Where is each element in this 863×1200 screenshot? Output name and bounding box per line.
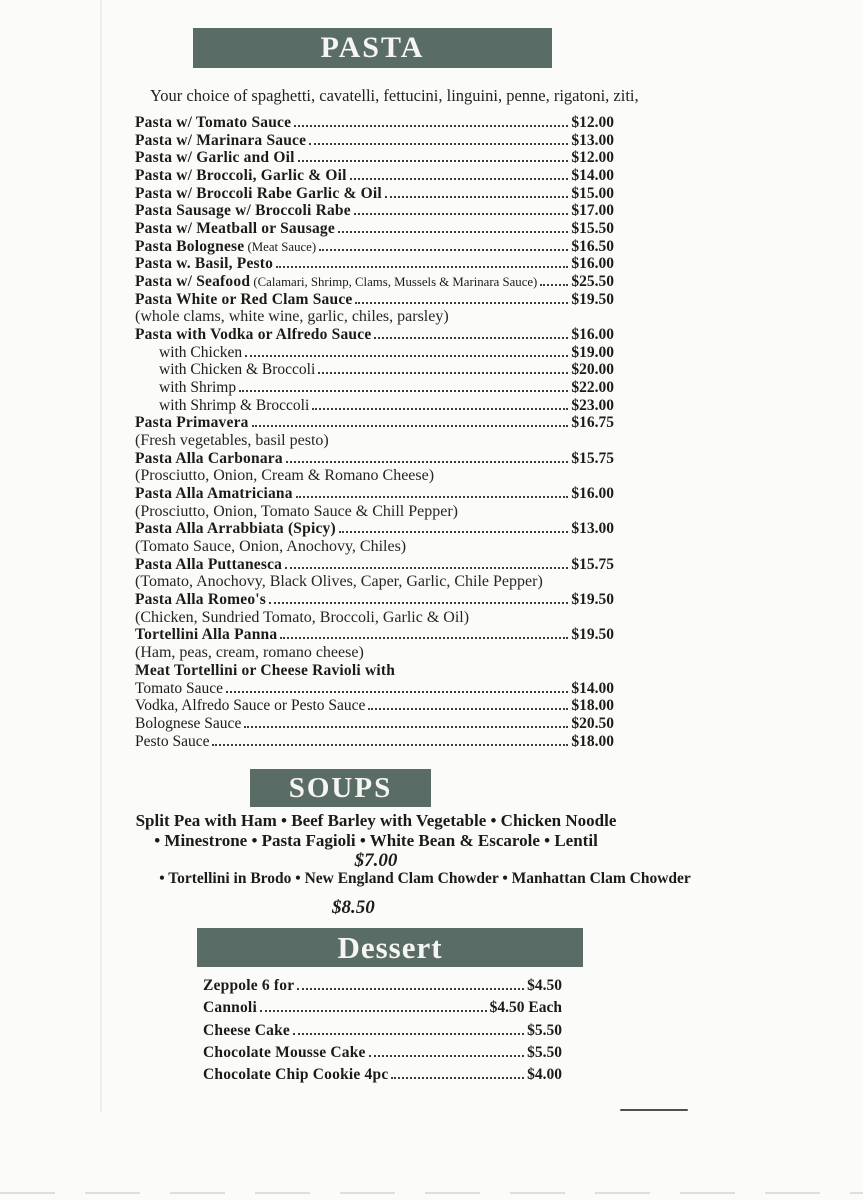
pasta-item-row [135,662,614,680]
pasta-item-row [135,291,614,309]
dotted-leader [297,988,524,990]
dotted-leader [318,372,568,374]
pasta-item-row [135,379,614,397]
pasta-item-name: Pasta Alla Amatriciana [135,485,293,503]
pasta-item-name: Bolognese Sauce [135,714,242,732]
pasta-item-name: with Shrimp & Broccoli [159,396,310,414]
dotted-leader [285,567,568,569]
soup-varieties-line-1: Split Pea with Ham • Beef Barley with Vegetable • Chicken Noodle [135,811,617,830]
dessert-item-name: Cannoli [203,999,257,1017]
pasta-item-price: $18.00 [571,697,614,715]
dessert-item-price: $4.50 Each [489,999,562,1017]
pasta-item-name: with Chicken [159,343,243,361]
pasta-item-name: Pasta Alla Arrabbiata (Spicy) [135,520,336,538]
pasta-item-row [135,414,614,432]
pasta-item-name: Pasta Alla Puttanesca [135,555,283,573]
pasta-item-price: $17.00 [571,202,614,220]
pasta-item-price: $13.00 [571,520,614,538]
dotted-leader [212,744,568,746]
pasta-item-name: Pasta w/ Tomato Sauce [135,114,292,131]
pasta-section-header: PASTA [193,28,552,68]
dotted-leader [540,284,568,286]
pasta-item-price: $16.50 [571,237,614,255]
dessert-item-name: Zeppole 6 for [203,977,295,994]
pasta-item-price: $19.50 [571,290,614,308]
dotted-leader [226,691,568,693]
pasta-item-price: $12.00 [571,149,614,167]
dotted-leader [355,302,568,304]
pasta-item-price: $20.50 [571,714,614,732]
pasta-item-name: Pasta w/ Broccoli Rabe Garlic & Oil [135,184,382,202]
soup-varieties-line-2: • Minestrone • Pasta Fagioli • White Bean & Escarole • Lentil [154,831,598,850]
pasta-item-price: $15.75 [571,555,614,573]
pasta-item-name: Meat Tortellini or Cheese Ravioli with [135,661,396,679]
pasta-item-name: Vodka, Alfredo Sauce or Pesto Sauce [135,697,366,715]
pasta-item-price: $25.50 [571,273,614,291]
pasta-item-row [135,697,614,715]
dotted-leader [252,425,569,427]
pasta-item-name: with Chicken & Broccoli [159,361,316,379]
pasta-item-row [135,680,614,698]
pasta-item-price: $16.00 [571,326,614,344]
dessert-item-row [203,1066,562,1088]
pasta-item-name: Pasta w/ Meatball or Sausage [135,220,335,238]
dotted-leader [312,408,568,410]
pasta-item-row [135,326,614,344]
pasta-item-row [135,167,614,185]
soup-varieties-line-3: • Tortellini in Brodo • New England Clam Chowder • Manhattan Clam Chowder [159,870,691,887]
pasta-item-price: $19.00 [571,343,614,361]
dotted-leader [276,266,568,268]
pasta-item-row [135,485,614,503]
pasta-item-price: $19.50 [571,626,614,644]
pasta-item-row [135,626,614,644]
pasta-item-price: $15.50 [571,220,614,238]
pasta-item-price: $12.00 [571,114,614,131]
dotted-leader [260,1010,487,1012]
pasta-item-row [135,467,614,485]
dotted-leader [269,602,568,604]
pasta-item-price: $15.75 [571,449,614,467]
pasta-item-price: $18.00 [571,732,614,750]
pasta-item-row [135,733,614,751]
dotted-leader [350,178,569,180]
dessert-item-row [203,999,562,1021]
dotted-leader [385,196,568,198]
pasta-item-name: Tomato Sauce [135,679,224,697]
dessert-item-price: $5.50 [527,1021,562,1039]
pasta-item-row [135,556,614,574]
pasta-item-name: Pasta w. Basil, Pesto [135,255,274,273]
pasta-item-row [135,432,614,450]
pasta-item-name: Pasta White or Red Clam Sauce [135,290,353,308]
dessert-item-row [203,1022,562,1044]
dessert-item-name: Chocolate Mousse Cake [203,1043,366,1061]
pasta-item-row [135,255,614,273]
pasta-item-row [135,591,614,609]
pasta-intro-text: Your choice of spaghetti, cavatelli, fettucini, linguini, penne, rigatoni, ziti, [150,86,639,105]
pasta-item-row [135,503,614,521]
pasta-item-name: Pasta Alla Romeo's [135,591,267,609]
pasta-item-price: $19.50 [571,591,614,609]
dessert-section-header: Dessert [197,928,583,967]
pasta-item-row [135,573,614,591]
dessert-item-row [203,977,562,999]
pasta-item-price: $23.00 [571,396,614,414]
dotted-leader [296,496,569,498]
dessert-item-name: Cheese Cake [203,1021,291,1039]
pasta-item-row [135,132,614,150]
pasta-item-row [135,397,614,415]
pasta-item-price: $14.00 [571,679,614,697]
pasta-item-name: Tortellini Alla Panna [135,626,278,644]
dessert-item-price: $5.50 [527,1043,562,1061]
page-fold-line [100,0,102,1112]
pasta-item-name: Pasta Primavera [135,414,249,432]
pasta-item-price: $20.00 [571,361,614,379]
dotted-leader [354,213,569,215]
pasta-item-name: (Prosciutto, Onion, Tomato Sauce & Chill Pepper) [135,502,458,520]
dotted-leader [319,249,568,251]
pasta-item-note: (Calamari, Shrimp, Clams, Mussels & Marinara Sauce) [250,275,538,290]
dessert-item-name: Chocolate Chip Cookie 4pc [203,1066,389,1084]
dotted-leader [244,726,568,728]
pasta-item-row [135,238,614,256]
pasta-item-row [135,149,614,167]
pasta-item-row [135,273,614,291]
dotted-leader [298,160,569,162]
dotted-leader [339,531,569,533]
dotted-leader [374,337,568,339]
pasta-item-price: $14.00 [571,167,614,185]
pasta-item-name: (Tomato Sauce, Onion, Anochovy, Chiles) [135,538,407,556]
dotted-leader [294,125,568,127]
dotted-leader [245,355,568,357]
dessert-item-list [203,977,562,1088]
dotted-leader [280,637,568,639]
dotted-leader [369,1055,524,1057]
dessert-item-row [203,1044,562,1066]
soups-section-header: SOUPS [250,769,431,807]
pasta-item-price: $16.75 [571,414,614,432]
pasta-item-price: $15.00 [571,184,614,202]
dotted-leader [286,461,569,463]
pasta-item-name: with Shrimp [159,379,237,397]
pasta-item-name: Pasta Alla Carbonara [135,449,283,467]
pasta-item-row [135,220,614,238]
pasta-item-name: Pasta w/ Garlic and Oil [135,149,295,167]
pasta-item-row [135,308,614,326]
pasta-item-name: Pasta Sausage w/ Broccoli Rabe [135,202,351,220]
pasta-item-name: (Prosciutto, Onion, Cream & Romano Cheese) [135,467,435,485]
dotted-leader [391,1077,524,1079]
dessert-item-price: $4.50 [527,977,562,994]
page-bottom-edge [0,1192,863,1194]
pasta-item-note: (Meat Sauce) [244,239,317,254]
pasta-item-list [135,114,614,750]
pasta-item-price: $16.00 [571,255,614,273]
pasta-item-price: $16.00 [571,485,614,503]
pasta-item-row [135,715,614,733]
pasta-item-name: Pasta Bolognese (Meat Sauce) [135,237,317,255]
pasta-item-name: (Tomato, Anochovy, Black Olives, Caper, Garlic, Chile Pepper) [135,573,543,591]
pasta-item-name: Pasta w/ Seafood (Calamari, Shrimp, Clams, Mussels & Marinara Sauce) [135,273,538,291]
soup-price-1: $7.00 [354,850,398,871]
pasta-item-row [135,185,614,203]
dotted-leader [368,708,568,710]
pasta-item-price: $13.00 [571,131,614,149]
dotted-leader [293,1033,524,1035]
pasta-item-name: Pasta w/ Marinara Sauce [135,131,307,149]
pasta-item-row [135,609,614,627]
pasta-item-name: (Chicken, Sundried Tomato, Broccoli, Garlic & Oil) [135,608,470,626]
soup-price-2: $8.50 [332,897,375,918]
dessert-item-price: $4.00 [527,1066,562,1084]
dotted-leader [239,390,568,392]
pasta-item-row [135,114,614,132]
pasta-item-name: Pasta w/ Broccoli, Garlic & Oil [135,167,347,185]
pasta-item-row [135,450,614,468]
pasta-item-name: (Ham, peas, cream, romano cheese) [135,644,364,662]
dotted-leader [338,231,568,233]
scan-artifact-line [620,1109,688,1111]
pasta-item-name: Pesto Sauce [135,732,210,750]
pasta-item-price: $22.00 [571,379,614,397]
pasta-item-row [135,202,614,220]
pasta-item-row [135,644,614,662]
dotted-leader [309,143,568,145]
pasta-item-row [135,361,614,379]
pasta-item-name: Pasta with Vodka or Alfredo Sauce [135,326,372,344]
pasta-item-row [135,520,614,538]
pasta-item-row [135,538,614,556]
pasta-item-name: (Fresh vegetables, basil pesto) [135,432,329,450]
pasta-item-row [135,344,614,362]
pasta-item-name: (whole clams, white wine, garlic, chiles, parsley) [135,308,449,326]
